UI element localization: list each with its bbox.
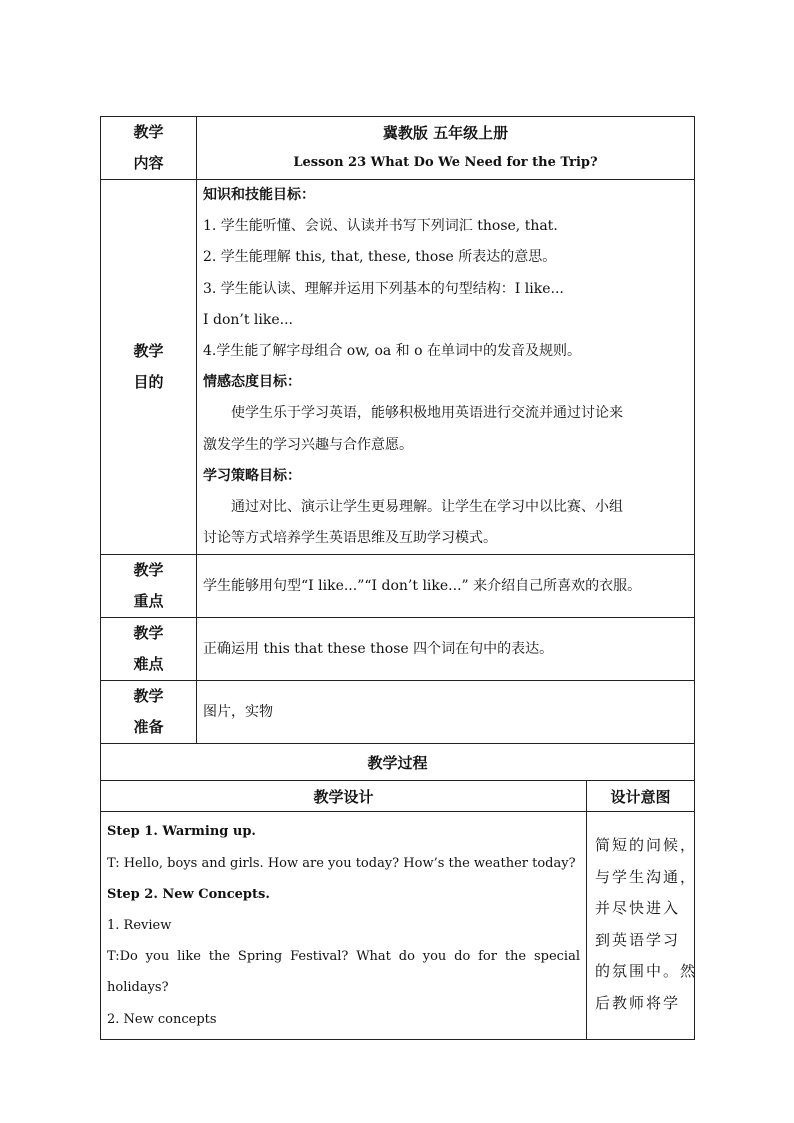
lesson-title: Lesson 23 What Do We Need for the Trip? bbox=[293, 155, 598, 170]
intent-heading: 设计意图 bbox=[587, 781, 695, 812]
key-points-text: 学生能够用句型“I like...”“I don’t like...” 来介绍自己所喜欢的衣服。 bbox=[203, 577, 642, 594]
step-line: 1. Review bbox=[107, 918, 172, 934]
intent-line: 的氛围中。然 bbox=[595, 962, 698, 981]
step-line: T: Hello, boys and girls. How are you today? How’s the weather today? bbox=[107, 855, 576, 871]
intent-line: 到英语学习 bbox=[595, 930, 681, 949]
textbook-title: 冀教版 五年级上册 bbox=[382, 124, 509, 142]
goal-item: 3. 学生能认读、理解并运用下列基本的句型结构：I like... bbox=[203, 280, 564, 297]
label-content: 教学 内容 bbox=[101, 117, 197, 180]
emotion-heading: 情感态度目标： bbox=[203, 374, 301, 391]
intent-line: 简短的问候， bbox=[595, 836, 698, 855]
design-heading: 教学设计 bbox=[101, 781, 587, 812]
difficulties-cell bbox=[197, 618, 695, 681]
knowledge-heading: 知识和技能目标： bbox=[203, 187, 315, 203]
label-preparation: 教学 准备 bbox=[101, 681, 197, 744]
goal-item: 1. 学生能听懂、会说、认读并书写下列词汇 those, that. bbox=[203, 218, 558, 235]
step-line: T:Do you like the Spring Festival? What do you do for the special bbox=[107, 949, 580, 965]
emotion-text: 激发学生的学习兴趣与合作意愿。 bbox=[203, 436, 413, 453]
preparation-text: 图片，实物 bbox=[203, 703, 273, 720]
strategy-heading: 学习策略目标： bbox=[203, 467, 301, 484]
row-content bbox=[101, 117, 695, 180]
intent-line: 并尽快进入 bbox=[595, 899, 681, 918]
lesson-plan-sheet bbox=[100, 116, 698, 1040]
lesson-title-cell bbox=[197, 117, 695, 180]
goal-item: I don’t like... bbox=[203, 311, 293, 328]
step-line: 2. New concepts bbox=[107, 1011, 217, 1027]
label-key-points: 教学 重点 bbox=[101, 555, 197, 618]
step-line: holidays? bbox=[107, 980, 169, 996]
intent-line: 与学生沟通， bbox=[595, 867, 698, 886]
row-process-body bbox=[101, 812, 695, 1039]
goals-cell bbox=[197, 180, 695, 555]
step-heading: Step 1. Warming up. bbox=[107, 824, 256, 840]
row-preparation bbox=[101, 681, 695, 744]
process-title: 教学过程 bbox=[101, 744, 695, 781]
difficulties-text: 正确运用 this that these those 四个词在句中的表达。 bbox=[203, 640, 554, 657]
emotion-text: 使学生乐于学习英语，能够积极地用英语进行交流并通过讨论来 bbox=[231, 405, 623, 422]
strategy-text: 通过对比、演示让学生更易理解。让学生在学习中以比赛、小组 bbox=[231, 499, 623, 516]
goal-item: 2. 学生能理解 this, that, these, those 所表达的意思。 bbox=[203, 249, 557, 266]
label-goals: 教学 目的 bbox=[101, 180, 197, 555]
preparation-cell bbox=[197, 681, 695, 744]
row-process-title bbox=[101, 744, 695, 781]
row-goals bbox=[101, 180, 695, 555]
design-cell bbox=[101, 812, 587, 1039]
row-key-points bbox=[101, 555, 695, 618]
label-difficulties: 教学 难点 bbox=[101, 618, 197, 681]
step-heading: Step 2. New Concepts. bbox=[107, 886, 270, 902]
row-difficulties bbox=[101, 618, 695, 681]
goal-item: 4.学生能了解字母组合 ow, oa 和 o 在单词中的发音及规则。 bbox=[203, 343, 582, 360]
intent-line: 后教师将学 bbox=[595, 993, 681, 1012]
strategy-text: 讨论等方式培养学生英语思维及互助学习模式。 bbox=[203, 530, 497, 547]
lesson-plan-table bbox=[100, 116, 698, 1040]
intent-cell bbox=[587, 812, 698, 1039]
key-points-cell bbox=[197, 555, 695, 618]
row-process-headings bbox=[101, 781, 695, 812]
